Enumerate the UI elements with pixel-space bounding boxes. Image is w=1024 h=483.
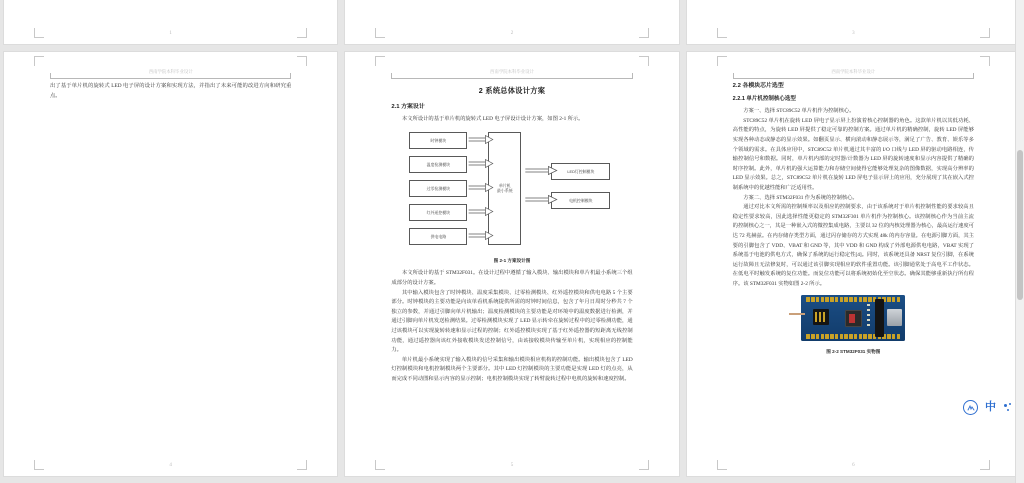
page-folio: 1 (169, 31, 172, 36)
pcb-side-header (875, 299, 884, 337)
diagram-block-clock: 时钟模块 (409, 132, 467, 149)
crop-mark-top-left (717, 56, 727, 66)
page-4[interactable] (4, 52, 337, 476)
figure-2-2 (733, 295, 974, 356)
ime-logo-icon[interactable] (963, 400, 978, 415)
pcb-led (867, 314, 870, 316)
page-thumbnail-1[interactable] (4, 0, 337, 44)
mcu-label-line2: 最小系统 (497, 188, 513, 194)
pcb-led (867, 309, 870, 311)
figure-caption: 图 2-1 方案设计图 (493, 257, 531, 263)
crop-mark-top-left (34, 56, 44, 66)
paragraph: 通过对比本文所需的控制频率以及相应的控制要求，由于该系统对于单片机控制性能的要求较高且稳定性要求较高，因此选择性能更稳定的 STM32F301 单片机作为控制核心。该控制核心作为当前主流的控制核心之一，其是一种嵌入式的微控集成电路，主要以 32 位的内核处理器为核心，最高运行速度可达 72 兆赫兹。在内存储存类型方面，通过闪存储存的方式实现 48k 的内存容量。在电源引脚方面，其主要的引脚包含了 VDD、VBAT 和 GND 等，其中 VDD 和 GND 构成了外部电源供电电路，VBAT 实现了系统基于电池的供电方式，确保了系统的运行稳定性[4]。同时，该系统还具备 NRST 复位引脚，在系统运行故障且无法修复时，可以通过该引脚实现相应的软件重置功能。该引脚通常处于高电平工作状态。在低电平时触发系统的复位功能。而复位功能可以将系统初始化至空状态。确保其能够重新执行所有程序。该 STM32F031 实物如图 2-2 所示。 (732, 204, 974, 287)
diagram-block-led-control: LED灯控制模块 (551, 163, 610, 180)
section-title: 2.2 各模块芯片选型 (732, 83, 784, 89)
running-header-text: 西南学院本科毕业设计 (490, 69, 534, 74)
pcb-led (867, 324, 870, 326)
crop-mark-top-left (375, 56, 385, 66)
crop-mark-top-right (639, 56, 649, 66)
crop-mark-top-right (980, 56, 990, 66)
pcb-wire (789, 313, 805, 315)
page-row-top (0, 0, 1024, 44)
page-folio: 6 (852, 463, 855, 468)
pcb-mcu-chip (845, 310, 862, 327)
page-body (391, 82, 632, 385)
running-header-text: 西南学院本科毕业设计 (148, 69, 193, 74)
paragraph: 其中输入模块包含了时钟模块、温度采集模块、过零检测模块、红外遥控模块和供电电路 5 个主要部分。时钟模块的主要功能是向该单看机系统提供所需的时钟时间信息，包含了年月日周时分秒共 7 个独立的参数，并通过引脚向单片机输出；温度检测模块的主要功能是对环境中的温度数据进行检测，并通过引脚向单片机发送检测结果。过零检测模块实现了 LED 显示转牵在旋转过程中的过零检测功能，通过该模块可以实现旋转转速和显示过程的控制；红外遥控模块实现了基于红外遥控器的短距离无线控制功能，通过遥控器向该红外接收模块发送控制信号，由该接收模块传输至单片机，实现相应的控制能力。 (391, 289, 633, 354)
pcb-led (867, 319, 870, 321)
paragraph: 出了基于单片机的旋转式 LED 电子屏的设计方案和实现方法，并指出了未来可能的改进方向和研究重点。 (50, 83, 292, 99)
scrollbar-thumb[interactable] (1017, 150, 1023, 300)
crop-mark-top-right (297, 56, 307, 66)
running-header (733, 66, 974, 79)
diagram-block-temperature: 温度检测模块 (409, 156, 467, 173)
paragraph: 单片机最小系统实现了输入模块的信号采集和输出模块相应机构的控制功能。输出模块包含了 LED灯控制模块和电机控制模块两个主要部分。其中 LED 灯控制模块的主要功能是实现 LED 灯的点亮，从而完成不同动图和显示内容的显示控制；电机控制模块实现了转臂旋转过程中电机的旋转和速度控制。 (391, 356, 633, 382)
page-folio: 2 (510, 31, 514, 36)
running-header (50, 66, 291, 79)
page-body (50, 82, 291, 101)
mcu-label-line1: 单片机 (498, 183, 511, 189)
block-diagram (391, 130, 632, 255)
page-thumbnail-2[interactable] (345, 0, 678, 44)
page-folio: 5 (510, 463, 514, 468)
pcb-led (867, 304, 870, 306)
page-folio: 3 (852, 31, 855, 36)
diagram-block-ir-remote: 红外遥控模块 (409, 204, 467, 221)
pcb-header-top (806, 297, 900, 302)
chapter-title: 2 系统总体设计方案 (478, 86, 546, 95)
diagram-connectors (391, 130, 632, 255)
paragraph: 方案二、选择 STM32F031 作为系统的控制核心。 (743, 194, 858, 201)
paragraph: 方案一、选择 STC89C52 单片机作为控制核心。 (743, 108, 855, 115)
page-row-main (0, 52, 1024, 476)
page-5[interactable] (345, 52, 678, 476)
running-header (391, 66, 632, 79)
paragraph: 本文所设计的基于 STM32F031。在设计过程中遵循了输入模块、输出模块和单片机最小系统三个组成部分的设计方案。 (391, 270, 633, 286)
pcb-usb-port (887, 309, 902, 326)
pcb-header-bottom (806, 334, 900, 339)
diagram-block-zero-cross: 过零检测模块 (409, 180, 467, 197)
diagram-block-power-supply: 供电电路 (409, 228, 467, 245)
ime-toolbar[interactable] (959, 398, 1018, 417)
paragraph: 本文所设计的基于单片机的旋转式 LED 电子屏设计设计方案，如图 2-1 所示。 (401, 116, 584, 123)
page-body (733, 82, 974, 357)
section-title: 2.1 方案设计 (391, 103, 425, 110)
pcb-pin-header (813, 309, 829, 325)
running-header-text: 西南学院本科毕业设计 (831, 69, 876, 74)
figure-caption: 图 2-2 STM32F031 实物图 (826, 349, 881, 355)
diagram-block-motor-control: 电机控制模块 (551, 192, 610, 209)
ime-more-tools-icon[interactable] (1003, 402, 1014, 414)
stm32-board-photo (801, 295, 905, 341)
subsection-title: 2.2.1 单片机控制核心选型 (732, 95, 796, 102)
vertical-scrollbar[interactable] (1015, 0, 1024, 483)
paragraph: STC89C52 单片机在旋转 LED 屏电子显示屏上扮演着核心控制器的角色。这款单片机以其低功耗、高性能的特点，为旋转 LED 屏提供了稳定可靠的控制方案。通过单片机的精确控制，旋转 LED 屏能够实现各种动态或静态的显示效果。如翻页显示、横向滚动和静态展示等，满足了广告、教育、娱乐等多个领域的需求。在具体应用中，STC89C52 单片机通过其丰富的 I/O 口线与 LED 屏的驱动电路相连，传输控制信号和数据。同时，单片机内部的定时器/计数器为 LED 屏的旋转速度和显示内容提供了精确的时序控制。此外，单片机的强大运算能力和存储空间使得它能够处理复杂的图像数据，实现高分辨率的 LED 显示效果。总之，STC89C52 单片机在旋转 LED 屏电子显示屏上的应用，充分展现了其在嵌入式控制系统中的优越性能和广泛适用性。 (732, 117, 974, 191)
page-folio: 4 (169, 463, 172, 468)
figure-2-1 (391, 130, 632, 266)
page-thumbnail-3[interactable] (687, 0, 1020, 44)
ime-mode-toggle[interactable]: 中 (985, 401, 996, 413)
